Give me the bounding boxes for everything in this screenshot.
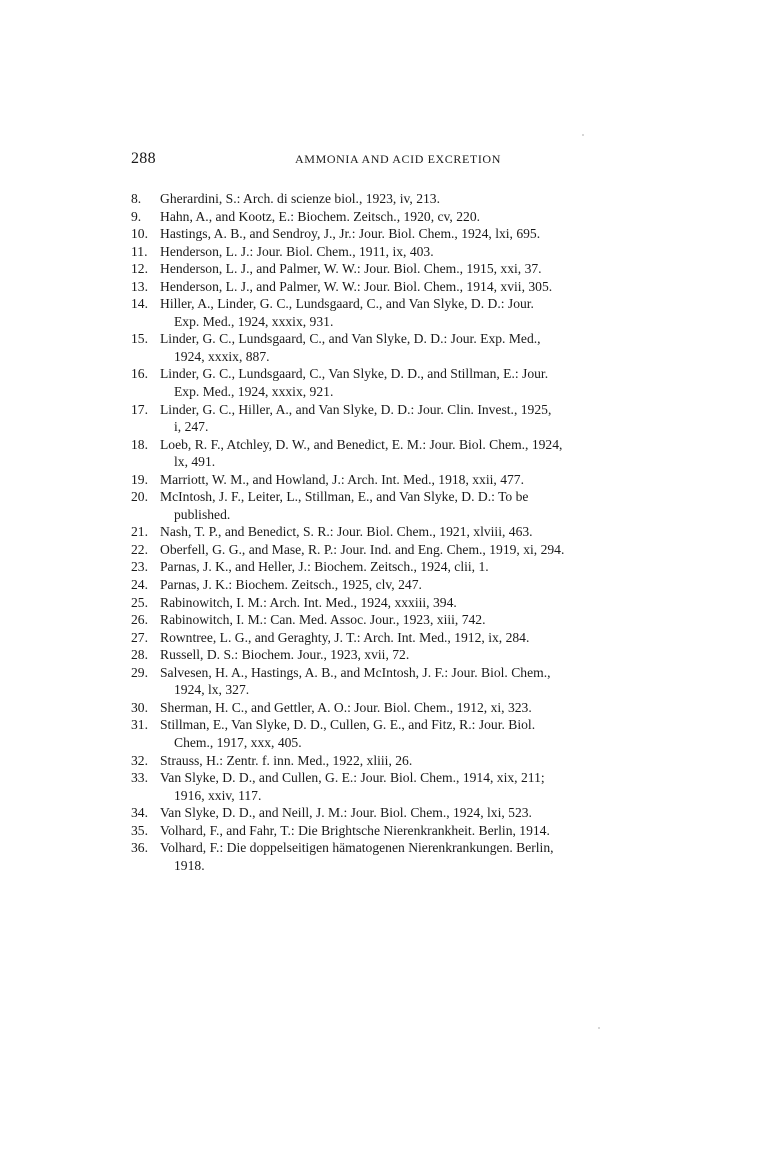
reference-text (160, 664, 655, 699)
reference-number: 31. (131, 717, 148, 733)
reference-list (131, 190, 655, 874)
reference-item (131, 594, 655, 612)
reference-text (160, 208, 655, 226)
reference-line: Parnas, J. K., and Heller, J.: Biochem. Zeitsch., 1924, clii, 1. (160, 559, 489, 575)
reference-line: Gherardini, S.: Arch. di scienze biol., 1923, iv, 213. (160, 191, 441, 206)
reference-continuation-line: i, 247. (174, 419, 209, 435)
reference-line: Sherman, H. C., and Gettler, A. O.: Jour. Biol. Chem., 1912, xi, 323. (160, 699, 532, 715)
reference-text (160, 225, 655, 243)
reference-line: Hiller, A., Linder, G. C., Lundsgaard, C., and Van Slyke, D. D.: Jour. (160, 296, 534, 312)
reference-text (160, 716, 655, 751)
reference-continuation-line: Exp. Med., 1924, xxxix, 921. (174, 384, 334, 400)
reference-number: 15. (131, 331, 148, 347)
reference-item (131, 611, 655, 629)
reference-item (131, 629, 655, 647)
reference-line: Volhard, F.: Die doppelseitigen hämatogenen Nierenkrankungen. Berlin, (160, 840, 554, 856)
reference-item (131, 839, 655, 874)
reference-number: 27. (131, 629, 148, 645)
reference-item (131, 471, 655, 489)
reference-number: 16. (131, 366, 148, 382)
reference-number: 30. (131, 699, 148, 715)
reference-continuation-line: published. (174, 506, 231, 522)
reference-text (160, 295, 655, 330)
reference-line: Strauss, H.: Zentr. f. inn. Med., 1922, xliii, 26. (160, 752, 413, 768)
reference-line: Marriott, W. M., and Howland, J.: Arch. Int. Med., 1918, xxii, 477. (160, 471, 524, 487)
reference-item (131, 541, 655, 559)
reference-item (131, 401, 655, 436)
reference-number: 21. (131, 524, 148, 540)
reference-number: 12. (131, 261, 148, 277)
reference-text (160, 646, 655, 664)
reference-text (160, 752, 655, 770)
reference-line: Linder, G. C., Lundsgaard, C., and Van Slyke, D. D.: Jour. Exp. Med., (160, 331, 541, 347)
reference-number: 34. (131, 805, 148, 821)
reference-text (160, 471, 655, 489)
reference-text (160, 839, 655, 874)
reference-continuation-line: 1924, xxxix, 887. (174, 348, 270, 364)
reference-item (131, 558, 655, 576)
reference-text (160, 330, 655, 365)
reference-line: Linder, G. C., Lundsgaard, C., Van Slyke, D. D., and Stillman, E.: Jour. (160, 366, 549, 382)
reference-text (160, 611, 655, 629)
reference-line: Loeb, R. F., Atchley, D. W., and Benedict, E. M.: Jour. Biol. Chem., 1924, (160, 436, 563, 452)
reference-text (160, 488, 655, 523)
reference-continuation-line: 1916, xxiv, 117. (174, 787, 262, 803)
reference-number: 20. (131, 489, 148, 505)
reference-item (131, 646, 655, 664)
reference-line: Nash, T. P., and Benedict, S. R.: Jour. Biol. Chem., 1921, xlviii, 463. (160, 524, 533, 540)
reference-item (131, 716, 655, 751)
reference-line: Henderson, L. J., and Palmer, W. W.: Jour. Biol. Chem., 1914, xvii, 305. (160, 278, 553, 294)
reference-line: Stillman, E., Van Slyke, D. D., Cullen, G. E., and Fitz, R.: Jour. Biol. (160, 717, 536, 733)
reference-line: Oberfell, G. G., and Mase, R. P.: Jour. Ind. and Eng. Chem., 1919, xi, 294. (160, 541, 565, 557)
reference-item (131, 330, 655, 365)
reference-text (160, 436, 655, 471)
reference-number: 26. (131, 612, 148, 628)
reference-continuation-line: Exp. Med., 1924, xxxix, 931. (174, 313, 334, 329)
reference-number: 10. (131, 226, 148, 242)
reference-item (131, 225, 655, 243)
reference-item (131, 699, 655, 717)
reference-item (131, 208, 655, 226)
reference-item (131, 523, 655, 541)
reference-item (131, 664, 655, 699)
reference-text (160, 576, 655, 594)
reference-number: 14. (131, 296, 148, 312)
reference-number: 29. (131, 664, 148, 680)
reference-number: 28. (131, 647, 148, 663)
reference-number: 33. (131, 770, 148, 786)
reference-item (131, 752, 655, 770)
reference-number: 23. (131, 559, 148, 575)
reference-line: McIntosh, J. F., Leiter, L., Stillman, E., and Van Slyke, D. D.: To be (160, 489, 529, 505)
reference-item (131, 488, 655, 523)
reference-number: 13. (131, 278, 148, 294)
paper-speck (598, 1027, 600, 1029)
reference-text (160, 278, 655, 296)
reference-text (160, 822, 655, 840)
reference-text (160, 243, 655, 261)
reference-text (160, 365, 655, 400)
reference-text (160, 523, 655, 541)
reference-text (160, 260, 655, 278)
reference-number: 25. (131, 594, 148, 610)
reference-number: 35. (131, 822, 148, 838)
reference-item (131, 243, 655, 261)
reference-line: Rabinowitch, I. M.: Arch. Int. Med., 1924, xxxiii, 394. (160, 594, 457, 610)
reference-line: Volhard, F., and Fahr, T.: Die Brightsche Nierenkrankheit. Berlin, 1914. (160, 822, 550, 838)
reference-line: Van Slyke, D. D., and Cullen, G. E.: Jour. Biol. Chem., 1914, xix, 211; (160, 770, 545, 786)
reference-line: Hahn, A., and Kootz, E.: Biochem. Zeitsch., 1920, cv, 220. (160, 208, 481, 224)
reference-number: 24. (131, 577, 148, 593)
reference-text (160, 558, 655, 576)
reference-text (160, 594, 655, 612)
reference-number: 8. (131, 191, 142, 206)
reference-number: 9. (131, 208, 142, 224)
reference-continuation-line: lx, 491. (174, 454, 216, 470)
reference-line: Linder, G. C., Hiller, A., and Van Slyke, D. D.: Jour. Clin. Invest., 1925, (160, 401, 552, 417)
page-number: 288 (131, 150, 156, 167)
reference-text (160, 699, 655, 717)
reference-item (131, 769, 655, 804)
reference-number: 36. (131, 840, 148, 856)
reference-line: Rowntree, L. G., and Geraghty, J. T.: Arch. Int. Med., 1912, ix, 284. (160, 629, 530, 645)
reference-number: 32. (131, 752, 148, 768)
reference-line: Henderson, L. J., and Palmer, W. W.: Jour. Biol. Chem., 1915, xxi, 37. (160, 261, 542, 277)
reference-continuation-line: 1924, lx, 327. (174, 682, 250, 698)
reference-item (131, 804, 655, 822)
reference-continuation-line: Chem., 1917, xxx, 405. (174, 734, 302, 750)
reference-line: Van Slyke, D. D., and Neill, J. M.: Jour. Biol. Chem., 1924, lxi, 523. (160, 805, 532, 821)
reference-item (131, 436, 655, 471)
reference-text (160, 804, 655, 822)
paper-speck (582, 134, 584, 136)
reference-number: 18. (131, 436, 148, 452)
reference-number: 22. (131, 541, 148, 557)
reference-item (131, 260, 655, 278)
reference-number: 19. (131, 471, 148, 487)
reference-item (131, 295, 655, 330)
reference-item (131, 190, 655, 208)
reference-text (160, 629, 655, 647)
reference-line: Russell, D. S.: Biochem. Jour., 1923, xvii, 72. (160, 647, 410, 663)
reference-item (131, 365, 655, 400)
reference-number: 17. (131, 401, 148, 417)
reference-number: 11. (131, 243, 148, 259)
reference-line: Salvesen, H. A., Hastings, A. B., and McIntosh, J. F.: Jour. Biol. Chem., (160, 664, 551, 680)
reference-item (131, 576, 655, 594)
page-header (131, 150, 655, 170)
reference-text (160, 541, 655, 559)
reference-line: Hastings, A. B., and Sendroy, J., Jr.: Jour. Biol. Chem., 1924, lxi, 695. (160, 226, 541, 242)
reference-text (160, 769, 655, 804)
reference-continuation-line: 1918. (174, 857, 205, 873)
reference-item (131, 822, 655, 840)
reference-text (160, 401, 655, 436)
reference-text (160, 190, 655, 208)
reference-line: Henderson, L. J.: Jour. Biol. Chem., 1911, ix, 403. (160, 243, 434, 259)
running-title: AMMONIA AND ACID EXCRETION (295, 152, 501, 166)
reference-item (131, 278, 655, 296)
reference-line: Rabinowitch, I. M.: Can. Med. Assoc. Jour., 1923, xiii, 742. (160, 612, 486, 628)
reference-line: Parnas, J. K.: Biochem. Zeitsch., 1925, clv, 247. (160, 577, 422, 593)
